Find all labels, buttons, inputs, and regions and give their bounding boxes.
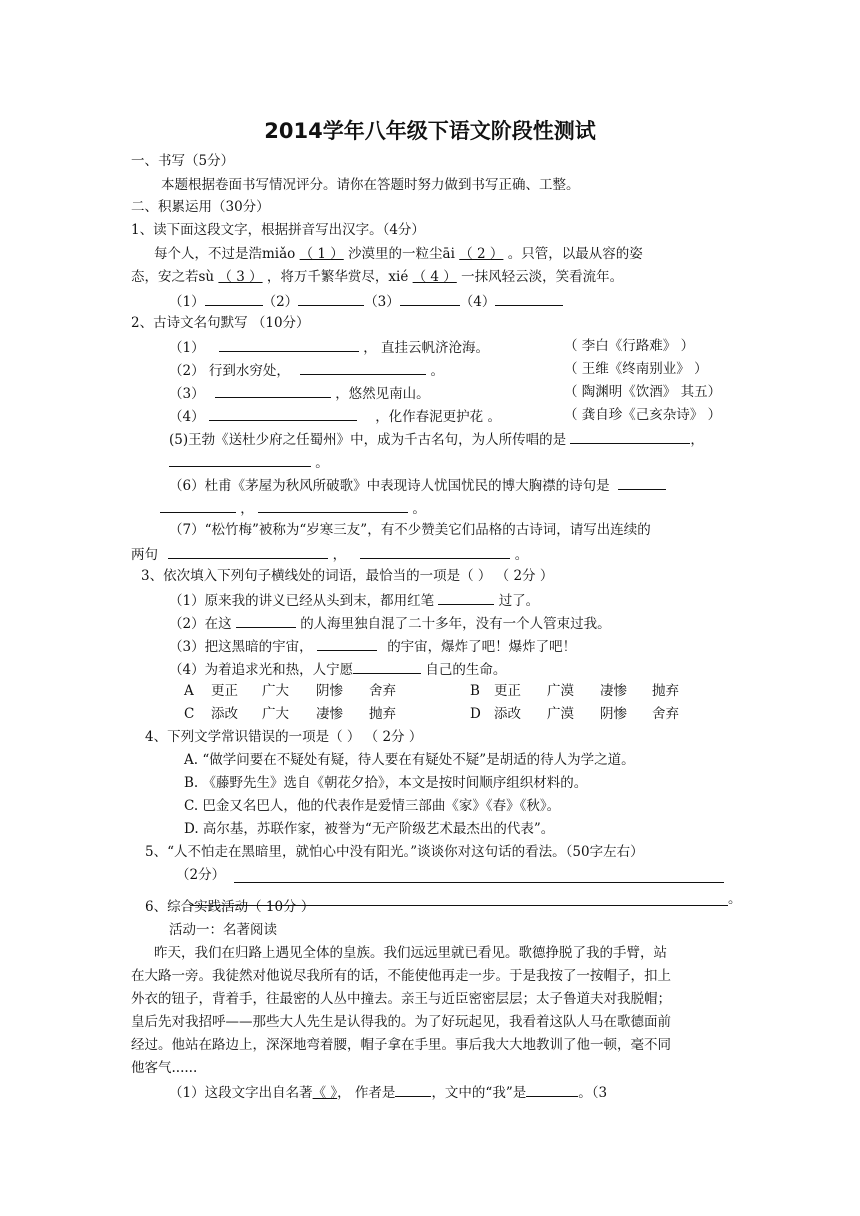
q3-blank-4[interactable]: [353, 659, 421, 674]
section-1-heading: 一、书写（5分）: [131, 153, 235, 169]
q3-option-b-letter: B: [470, 683, 480, 699]
q1-text-c: 。只管，以最从容的姿: [507, 246, 643, 262]
q1-text-e: ，将万千繁华赏尽，xié: [266, 269, 409, 285]
q3-sentence-1: [169, 590, 539, 610]
q2-text-7c: ，: [332, 547, 347, 563]
q2-blank-5a[interactable]: [570, 429, 690, 444]
q2-line-7-cont: [131, 544, 528, 564]
q3-option-c-word-2: 广大: [262, 706, 289, 722]
q2-source-1: （ 李白《行路难》 ）: [564, 338, 695, 354]
q1-ans-label-4: （4）: [459, 294, 496, 310]
q3-option-d-word-4: 舍弃: [652, 706, 679, 722]
q3-s4-text-b: 自己的生命。: [425, 662, 507, 678]
q2-text-1: ， 直挂云帆济沧海。: [363, 340, 489, 356]
q2-num-3: （3）: [169, 386, 205, 402]
q3-s3-text-b: 的宇宙，爆炸了吧！爆炸了吧！: [387, 639, 577, 655]
q6-passage-line-1: 昨天，我们在归路上遇见全体的皇族。我们远远里就已看见。歌德挣脱了我的手臂，站: [154, 945, 667, 961]
q3-option-b-word-2: 广漠: [547, 683, 574, 699]
q3-option-b-word-3: 凄惨: [600, 683, 627, 699]
q5-end-mark: 。: [728, 891, 742, 907]
q6-passage-line-3: 外衣的钮子，背着手，往最密的人丛中撞去。亲王与近臣密密层层；太子鲁道夫对我脱帽；: [131, 991, 671, 1007]
q3-option-a-word-2: 广大: [262, 683, 289, 699]
page-title: 2014学年八年级下语文阶段性测试: [264, 119, 596, 143]
q6-sub1-text-c: ，文中的“我”是: [431, 1085, 527, 1101]
q1-answer-3[interactable]: [400, 291, 460, 306]
q2-blank-2[interactable]: [300, 360, 426, 375]
q3-sentence-2: [169, 613, 611, 633]
q2-num-1: （1）: [169, 340, 205, 356]
q4-option-a[interactable]: A. “做学问要在不疑处有疑，待人要在有疑处不疑”是胡适的待人为学之道。: [184, 752, 635, 768]
q3-s3-text-a: （3）把这黑暗的宇宙，: [169, 639, 313, 655]
q6-sub1-text-b: ， 作者是: [337, 1085, 396, 1101]
q2-text-5c: 。: [315, 455, 329, 471]
q3-option-c-word-3: 凄惨: [316, 706, 343, 722]
q3-s4-text-a: （4）为着追求光和热，人宁愿: [169, 662, 354, 678]
q3-option-a-word-4: 舍弃: [369, 683, 396, 699]
q2-blank-3[interactable]: [215, 383, 331, 398]
q5-score: （2分）: [176, 867, 226, 883]
q6-passage-line-6: 他客气......: [131, 1060, 198, 1076]
q3-option-a-letter: A: [184, 683, 194, 699]
q3-option-d-letter: D: [470, 706, 481, 722]
q2-blank-6a[interactable]: [618, 475, 666, 490]
q2-blank-5b[interactable]: [169, 452, 311, 467]
q1-text-a: 每个人，不过是浩miǎo: [154, 246, 296, 262]
q1-ans-label-1: （1）: [169, 294, 205, 310]
q3-blank-1[interactable]: [438, 590, 494, 605]
q6-passage-line-5: 经过。他站在路边上，深深地弯着腰，帽子拿在手里。事后我大大地教训了他一顿，毫不同: [131, 1037, 671, 1053]
q6-passage-line-2: 在大路一旁。我徒然对他说尽我所有的话，不能使他再走一步。于是我按了一按帽子，扣上: [131, 968, 671, 984]
q2-text-3: ，悠然见南山。: [335, 386, 430, 402]
section-2-heading: 二、积累运用（30分）: [131, 199, 270, 215]
q3-option-c-word-1: 添改: [211, 706, 238, 722]
q2-blank-7a[interactable]: [168, 544, 328, 559]
q6-stem: 6、综合实践活动（ 10分 ）: [145, 899, 315, 915]
q2-line-2: [169, 360, 444, 380]
q3-option-b-word-1: 更正: [494, 683, 521, 699]
q2-line-5: [169, 429, 704, 449]
q6-passage-line-4: 皇后先对我招呼——那些大人先生是认得我的。为了好玩起见，我看着这队人马在歌德面前: [131, 1014, 671, 1030]
q2-blank-6c[interactable]: [258, 498, 408, 513]
q1-blank-3[interactable]: （ 3 ）: [218, 269, 263, 285]
q2-text-7b: 两句: [131, 547, 158, 563]
q1-blank-1[interactable]: （ 1 ）: [299, 246, 344, 262]
q2-source-4: （ 龚自珍《己亥杂诗》 ）: [564, 407, 722, 423]
q1-answer-4[interactable]: [495, 291, 563, 306]
q2-text-6a: （6）杜甫《茅屋为秋风所破歌》中表现诗人忧国忧民的博大胸襟的诗句是: [169, 478, 610, 494]
q3-s2-text-a: （2）在这: [169, 616, 232, 632]
q6-sub1-author-blank[interactable]: [395, 1082, 431, 1097]
q1-answer-row: [169, 291, 563, 311]
q2-text-2: 。: [430, 363, 444, 379]
q2-line-4: [169, 406, 501, 426]
q2-num-2: （2） 行到水穷处，: [169, 363, 290, 379]
q2-text-7d: 。: [514, 547, 529, 563]
q2-text-5b: ，: [690, 432, 704, 448]
q3-option-d-word-2: 广漠: [547, 706, 574, 722]
q6-sub-question-1: [169, 1082, 607, 1102]
q3-option-c-letter: C: [184, 706, 195, 722]
q5-stem: 5、“人不怕走在黑暗里，就怕心中没有阳光。”谈谈你对这句话的看法。（50字左右）: [145, 844, 644, 860]
q5-answer-line-1[interactable]: [234, 882, 724, 883]
q3-sentence-3: [169, 636, 576, 656]
q2-blank-1[interactable]: [219, 337, 359, 352]
q1-stem: 1、读下面这段文字，根据拼音写出汉字。（4分）: [131, 222, 425, 238]
q1-blank-2[interactable]: （ 2 ）: [459, 246, 504, 262]
q2-source-3: （ 陶渊明《饮酒》 其五）: [564, 384, 722, 400]
q2-line-7: （7）“松竹梅”被称为“岁寒三友”，有不少赞美它们品格的古诗词，请写出连续的: [169, 522, 651, 538]
q1-text-d: 态，安之若sù: [131, 269, 215, 285]
q3-option-b-word-4: 抛弃: [652, 683, 679, 699]
q1-blank-4[interactable]: （ 4 ）: [412, 269, 457, 285]
q6-sub1-text-d: 。（3: [578, 1085, 608, 1101]
q3-option-d-word-1: 添改: [494, 706, 521, 722]
q6-sub1-narrator-blank[interactable]: [526, 1082, 578, 1097]
q1-answer-2[interactable]: [298, 291, 364, 306]
q2-blank-7b[interactable]: [360, 544, 510, 559]
q2-stem: 2、古诗文名句默写 （10分）: [131, 315, 310, 331]
q6-activity-title: 活动一：名著阅读: [169, 922, 277, 938]
q1-ans-label-2: （2）: [262, 294, 299, 310]
q1-passage-line-1: [154, 245, 643, 263]
q4-option-c[interactable]: C. 巴金又名巴人，他的代表作是爱情三部曲《家》《春》《秋》。: [184, 798, 561, 814]
q3-sentence-4: [169, 659, 506, 679]
q1-text-f: 一抹风轻云淡，笑看流年。: [461, 269, 624, 285]
q3-stem: 3、依次填入下列句子横线处的词语，最恰当的一项是（ ） （ 2分 ）: [141, 568, 554, 584]
q6-sub1-text-a: （1）这段文字出自名著: [169, 1085, 313, 1101]
q2-text-6b: ，: [240, 501, 254, 517]
q3-option-d-word-3: 阴惨: [600, 706, 627, 722]
q3-s1-text-a: （1）原来我的讲义已经从头到末，都用红笔: [169, 593, 435, 609]
q4-option-d[interactable]: D. 高尔基，苏联作家，被誉为“无产阶级艺术最杰出的代表”。: [184, 821, 555, 837]
q2-source-2: （ 王维《终南别业》 ）: [564, 361, 708, 377]
q6-sub1-book-blank[interactable]: 《 》: [312, 1085, 338, 1101]
q2-blank-6b[interactable]: [160, 498, 236, 513]
q2-line-3: [169, 383, 430, 403]
q1-passage-line-2: [131, 268, 623, 286]
q1-text-b: 沙漠里的一粒尘āi: [348, 246, 455, 262]
q2-text-5a: (5)王勃《送杜少府之任蜀州》中，成为千古名句，为人所传唱的是: [169, 432, 567, 448]
q2-line-5-cont: [169, 452, 329, 472]
q3-blank-3[interactable]: [317, 636, 377, 651]
q2-text-6c: 。: [412, 501, 426, 517]
q4-stem: 4、下列文学常识错误的一项是（ ） （ 2分 ）: [145, 729, 423, 745]
q1-ans-label-3: （3）: [364, 294, 400, 310]
q1-answer-1[interactable]: [205, 291, 263, 306]
q2-line-6: [169, 475, 666, 495]
q2-num-4: （4）: [169, 409, 205, 425]
q3-option-c-word-4: 抛弃: [369, 706, 396, 722]
q3-option-a-word-1: 更正: [211, 683, 238, 699]
q4-option-b[interactable]: B. 《藤野先生》选自《朝花夕拾》，本文是按时间顺序组织材料的。: [184, 775, 588, 791]
q2-line-6-cont: [160, 498, 426, 518]
q3-s1-text-b: 过了。: [498, 593, 540, 609]
q2-text-4: ，化作春泥更护花 。: [375, 409, 501, 425]
q2-line-1: [169, 337, 489, 357]
q2-blank-4[interactable]: [209, 406, 357, 421]
q3-blank-2[interactable]: [236, 613, 296, 628]
q3-s2-text-b: 的人海里独自混了二十多年，没有一个人管束过我。: [300, 616, 611, 632]
q3-option-a-word-3: 阴惨: [316, 683, 343, 699]
section-1-text: 本题根据卷面书写情况评分。请你在答题时努力做到书写正确、工整。: [161, 177, 580, 193]
